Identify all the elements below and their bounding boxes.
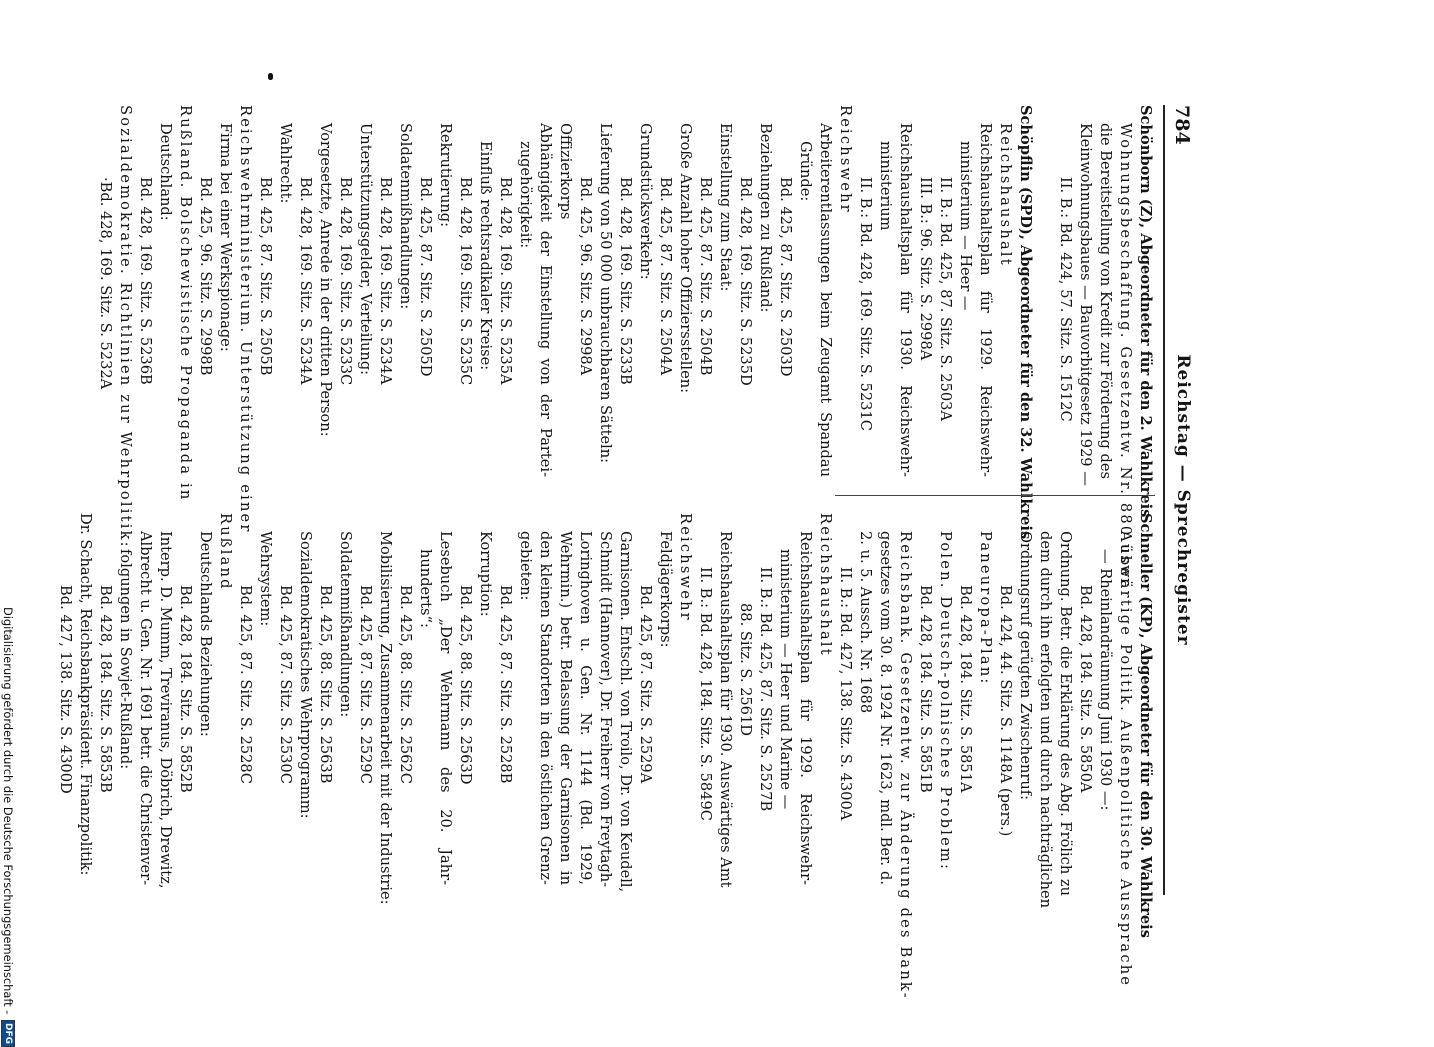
register-page (57, 105, 1195, 1000)
register-line: Arbeiterentlassungen beim Zeugamt Spandau (817, 123, 834, 477)
register-line: Ordnungsruf gerügten Zwischenruf: (1017, 531, 1034, 801)
register-line: ministerium (877, 141, 894, 231)
register-line: Korruption: (477, 531, 494, 617)
register-line: Bd. 425, 87. Sitz. S. 2504A (657, 177, 674, 376)
register-line: Bd. 428, 184. Sitz. S. 5853B (97, 585, 114, 793)
register-line: II. B.: Bd. 427, 138. Sitz. S. 4300A (837, 567, 854, 821)
register-line: Bd. 425, 87. Sitz. S. 2530C (277, 585, 294, 784)
register-line: ministerium — Heer — (957, 141, 974, 311)
register-line: Bd. 428, 169. Sitz. S. 5235D (737, 177, 754, 386)
register-line: Soldatenmißhandlungen: (397, 123, 414, 310)
register-line: dem durch ihn erfolgten und durch nachträglichen (1037, 531, 1054, 909)
register-line: Kleinwohnungsbaues — Bauvorbitgesetz 1929 — (1077, 123, 1094, 486)
register-line: Reichshaushaltsplan für 1929. Reichswehr- (797, 531, 814, 885)
register-line: Rekrutierung: (437, 123, 454, 228)
register-line: zugehörigkeit: (517, 141, 534, 249)
register-line: II. B.: Bd. 425, 87. Sitz. S. 2527B (757, 567, 774, 812)
register-line: Deutschland: (157, 123, 174, 221)
register-line: Reichswehrministerium. Unterstützung einer (237, 105, 254, 534)
register-line: Interp. D. Mumm, Treviranus, Döbrich, Drewitz, (157, 531, 174, 889)
register-line: Bd. 428, 169. Sitz. S. 5235A (497, 177, 514, 385)
register-line: Grundstücksverkehr: (637, 123, 654, 280)
register-line: Bd. 425, 87. Sitz. S. 2504B (697, 177, 714, 376)
blank-line (1035, 105, 1055, 477)
register-line: Bd. 428, 169. Sitz. S. 5233C (337, 177, 354, 386)
register-line: Bd. 425, 88. Sitz. S. 2562C (397, 585, 414, 784)
register-line: Bd. 428, 169. Sitz. S. 5233B (617, 177, 634, 385)
header-rule (1163, 105, 1165, 895)
page-header (1165, 105, 1195, 895)
register-line: Wahlrecht: (277, 123, 294, 204)
register-line: Bd. 428, 184. Sitz. S. 5852B (177, 585, 194, 793)
register-line: Sozialdemokratie. Richtlinien zur Wehrpolitik: (117, 105, 134, 549)
register-line: Dr. Schacht, Reichsbankpräsident. Finanzpolitik: (77, 513, 94, 876)
register-line: Bd. 428, 184. Sitz. S. 5851B (917, 585, 934, 793)
register-line: II. B.: Bd. 425, 87. Sitz. S. 2503A (937, 177, 954, 421)
column-divider (835, 495, 1155, 496)
register-line: Paneuropa-Plan: (977, 531, 994, 686)
register-line: Schneller (KP), Abgeordneter für den 30. Wahlkreis (1137, 513, 1154, 938)
register-line: Reichswehr (677, 513, 694, 622)
register-line: Rußland (217, 513, 234, 591)
register-line: III. B.: 96. Sitz. S. 2998A (917, 177, 934, 361)
register-line: Bd. 425, 87. Sitz. S. 2528B (497, 585, 514, 784)
register-line: Schöpflin (SPD), Abgeordneter für den 32. Wahlkreis (1017, 105, 1034, 540)
register-line: Bd. 425, 87. Sitz. S. 2528C (237, 585, 254, 784)
register-line: Polen. Deutsch-polnisches Problem: (937, 531, 954, 872)
register-line: II. B.: Bd. 428, 184. Sitz. S. 5849C (697, 567, 714, 821)
register-line: Reichshaushaltsplan für 1929. Reichswehr- (977, 123, 994, 477)
register-line: Unterstützungsgelder, Verteilung: (357, 123, 374, 376)
register-line: Reichshaushalt (817, 513, 834, 657)
register-line: Lieferung von 50 000 unbrauchbaren Sätteln: (597, 123, 614, 464)
register-line: Schönborn (Z), Abgeordneter für den 2. Wahlkreis (1137, 105, 1154, 518)
register-line: II. B.: Bd. 424, 57. Sitz. S. 1512C (1057, 177, 1074, 422)
running-head: Reichstag — Sprechregister (1173, 354, 1193, 646)
register-line: Bd. 428, 169. Sitz. S. 5234A (377, 177, 394, 385)
register-line: hunderts“: (417, 549, 434, 628)
register-line: Bd. 425, 87. Sitz. S. 2505D (417, 177, 434, 377)
register-line: die Bereitstellung von Kredit zur Förderung des (1097, 123, 1114, 479)
register-line: Bd. 425, 96. Sitz. S. 2998A (577, 177, 594, 376)
register-line: Wohnungsbeschaffung. Gesetzentw. Nr. 880 über (1117, 123, 1134, 588)
register-line: Offizierkorps (557, 123, 574, 220)
register-line: Bd. 425, 87. Sitz. S. 2503D (777, 177, 794, 377)
register-line: Große Anzahl hoher Offiziersstellen: (677, 123, 694, 394)
register-line: — Rheinlandräumung Juni 1930 —: (1097, 549, 1114, 811)
credit-text: Digitalisierung gefördert durch die Deutsche Forschungsgemeinschaft - (1, 607, 16, 1015)
register-line: Gründe: (797, 141, 814, 202)
digitization-credit (1, 607, 16, 1044)
register-line: den kleinen Standorten in den östlichen Grenz- (537, 531, 554, 885)
register-line: ministerium — Heer und Marine — (777, 549, 794, 810)
register-line: Auswärtige Politik. Außenpolitische Aussprache (1117, 531, 1134, 988)
register-line: Bd. 428, 184. Sitz. S. 5851A (957, 585, 974, 793)
register-line: ·Bd. 428, 169. Sitz. S. 5232A (97, 177, 114, 390)
register-line: II. B.: Bd. 428, 169. Sitz. S. 5231C (857, 177, 874, 431)
register-line: Mobilisierung, Zusammenarbeit mit der Industrie: (377, 531, 394, 905)
register-line: Reichshaushaltsplan für 1930. Auswärtiges Amt (717, 531, 734, 888)
register-line: Bd. 425, 88. Sitz. S. 2563D (457, 585, 474, 785)
register-line: Deutschlands Beziehungen: (197, 531, 214, 737)
register-line: Bd. 425, 87. Sitz. S. 2529C (357, 585, 374, 784)
register-line: folgungen in Sowjet-Rußland: (117, 549, 134, 770)
register-line: Sozialdemokratisches Wehrprogramm: (297, 531, 314, 819)
register-line: Albrecht u. Gen. Nr. 1691 betr. die Christenver- (137, 531, 154, 885)
register-line: Feldjägerkorps: (657, 531, 674, 648)
register-line: Einfluß rechtsradikaler Kreise: (477, 141, 494, 371)
register-line: Soldatenmißhandlungen: (337, 531, 354, 718)
register-line: Beziehungen zu Rußland: (757, 123, 774, 313)
register-line: Wehrsystem: (257, 531, 274, 627)
register-line: Bd. 425, 87. Sitz. S. 2505B (257, 177, 274, 376)
register-line: Reichshaushaltsplan für 1930. Reichswehr- (897, 123, 914, 477)
register-line: Bd. 425, 88. Sitz. S. 2563B (317, 585, 334, 784)
register-line: Bd. 425, 96. Sitz. S. 2998B (197, 177, 214, 376)
register-line: Bd. 428, 169. Sitz. S. 5236B (137, 177, 154, 385)
page-number: 784 (1171, 105, 1193, 145)
register-line: Bd. 427, 138. Sitz. S. 4300D (57, 585, 74, 794)
stray-ink-mark (268, 73, 273, 80)
register-line: Bd. 425, 87. Sitz. S. 2529A (637, 585, 654, 784)
register-line: Einstellung zum Staat: (717, 123, 734, 292)
register-line: Loringhoven u. Gen. Nr. 1144 (Bd. 1929, (577, 531, 594, 885)
register-line: Abhängigkeit der Einstellung von der Partei- (537, 123, 554, 477)
register-line: Vorgesetzte, Anrede in der dritten Person: (317, 123, 334, 437)
register-column-right (55, 513, 1155, 1000)
register-line: Wehrmin.) betr. Belassung der Garnisonen in (557, 531, 574, 885)
dfg-logo: DFG (2, 1020, 16, 1047)
register-line: Bd. 424, 44. Sitz. S. 1148A (pers.) (997, 585, 1014, 837)
register-line: 2. u. 5. Aussch. Nr. 1688 (857, 531, 874, 714)
register-line: Reichshaushalt (997, 123, 1014, 267)
register-line: Firma bei einer Werkspionage: (217, 123, 234, 352)
register-line: Bd. 428, 169. Sitz. S. 5235C (457, 177, 474, 386)
register-line: Bd. 428, 169. Sitz. S. 5234A (297, 177, 314, 385)
register-line: 88. Sitz. S. 2561D (737, 603, 754, 736)
register-line: gebieten: (517, 531, 534, 601)
register-line: Rußland. Bolschewistische Propaganda in (177, 105, 194, 502)
register-line: Reichsbank. Gesetzentw. zur Änderung des Bank- (897, 531, 914, 1000)
register-line: Schmidt (Hannover), Dr. Freiherr von Freytagh- (597, 531, 614, 888)
register-line: Ordnung. Betr. die Erklärung des Abg. Frölich zu (1057, 531, 1074, 896)
register-line: Garnisonen. Entschl. von Troilo, Dr. von Keudell, (617, 531, 634, 893)
register-line: Reichswehr (837, 105, 854, 214)
register-line: Lesebuch „Der Wehrmann des 20. Jahr- (437, 531, 454, 885)
register-line: Bd. 428, 184. Sitz. S. 5850A (1077, 585, 1094, 793)
register-line: gesetzes vom 30. 8. 1924 Nr. 1623, mdl. Ber. d. (877, 531, 894, 885)
